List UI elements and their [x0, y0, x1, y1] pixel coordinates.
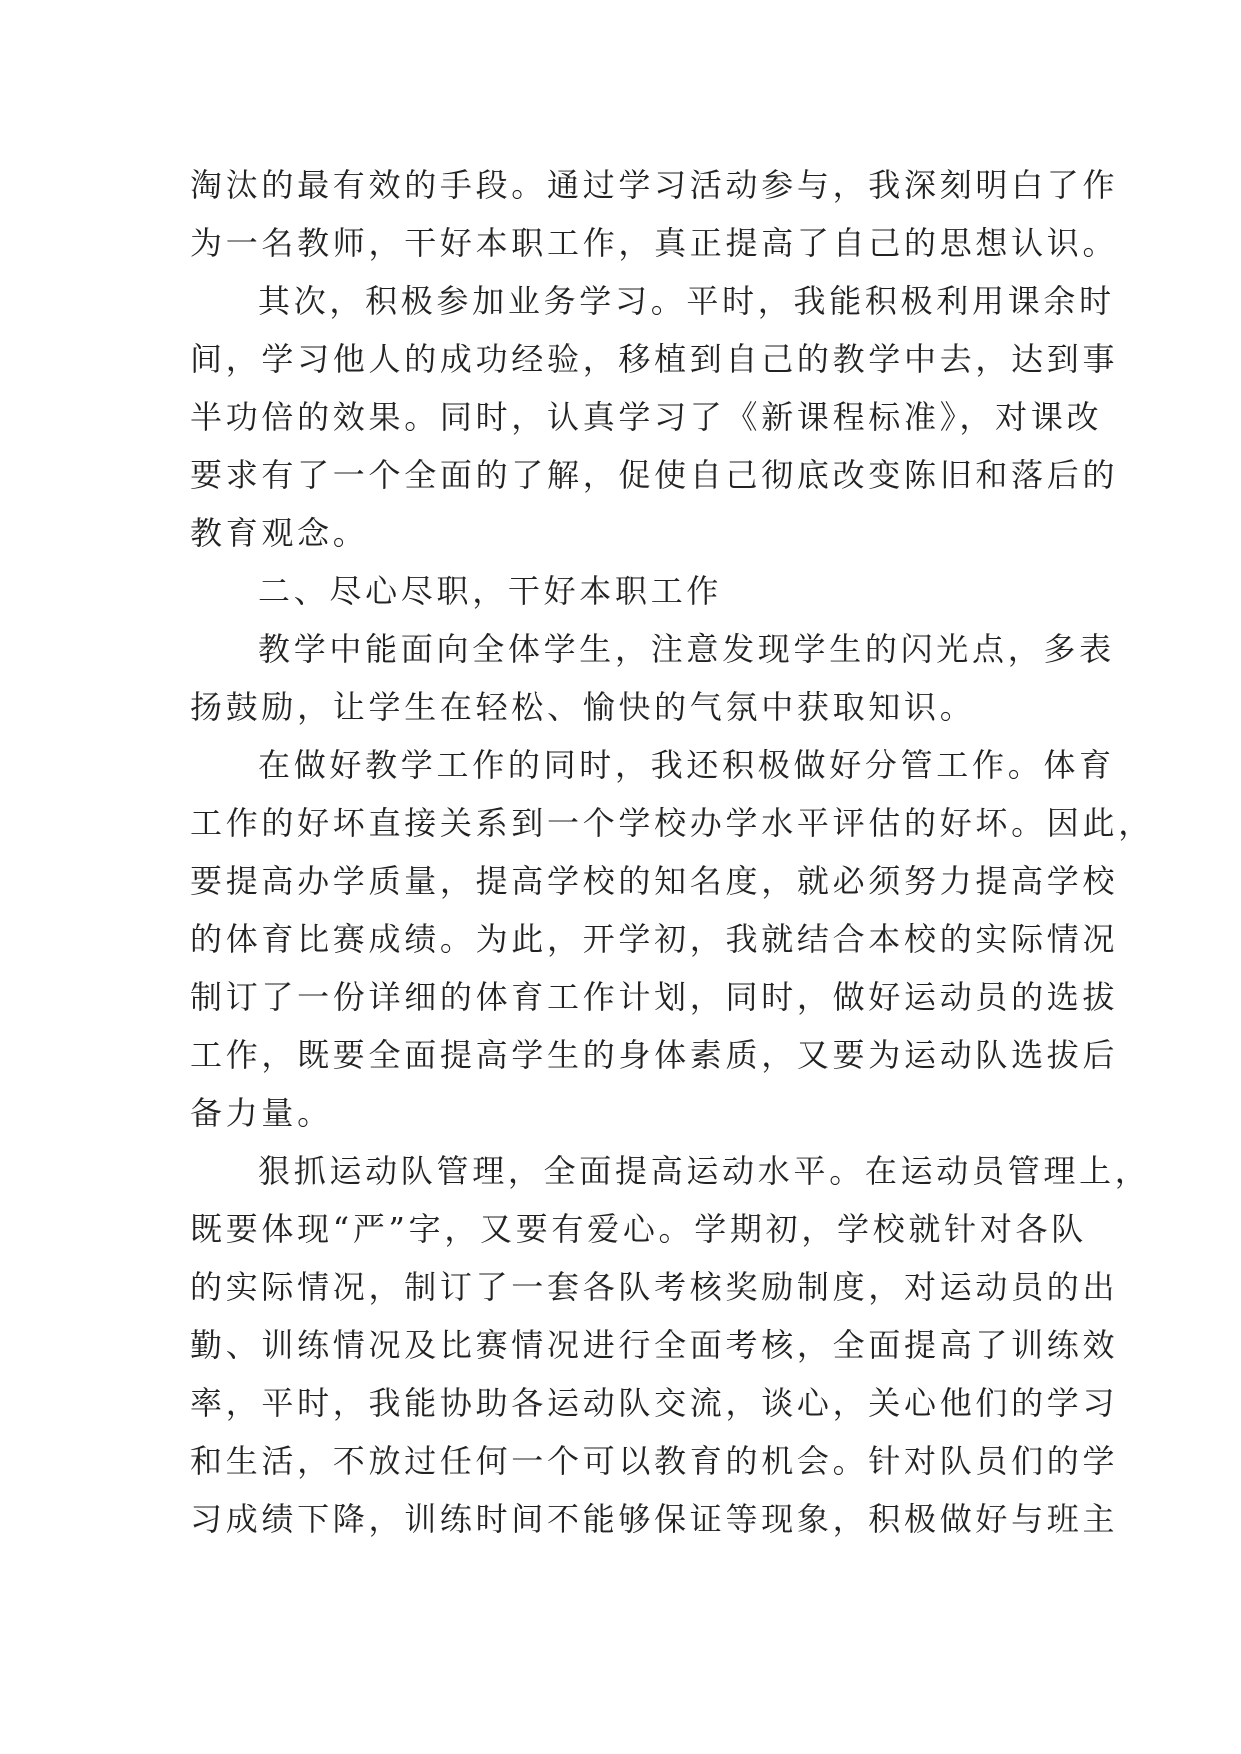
paragraph-first-line: 在做好教学工作的同时，我还积极做好分管工作。体育: [258, 746, 1115, 784]
text-line: 的体育比赛成绩。为此，开学初，我就结合本校的实际情况: [190, 920, 1119, 958]
text-line: 制订了一份详细的体育工作计划，同时，做好运动员的选拔: [190, 978, 1119, 1016]
text-line: 淘汰的最有效的手段。通过学习活动参与，我深刻明白了作: [190, 166, 1119, 204]
text-line: 要提高办学质量，提高学校的知名度，就必须努力提高学校: [190, 862, 1119, 900]
text-line: 的实际情况，制订了一套各队考核奖励制度，对运动员的出: [190, 1268, 1119, 1306]
text-line: 半功倍的效果。同时，认真学习了《新课程标准》，对课改: [190, 398, 1103, 436]
text-line: 备力量。: [190, 1094, 333, 1132]
text-line: 扬鼓励，让学生在轻松、愉快的气氛中获取知识。: [190, 688, 976, 726]
paragraph-first-line: 狠抓运动队管理，全面提高运动水平。在运动员管理上，: [258, 1152, 1151, 1190]
paragraph-first-line: 教学中能面向全体学生，注意发现学生的闪光点，多表: [258, 630, 1115, 668]
text-line: 要求有了一个全面的了解，促使自己彻底改变陈旧和落后的: [190, 456, 1119, 494]
text-line: 勤、训练情况及比赛情况进行全面考核，全面提高了训练效: [190, 1326, 1119, 1364]
section-heading: 二、尽心尽职，干好本职工作: [258, 572, 723, 610]
text-line: 间，学习他人的成功经验，移植到自己的教学中去，达到事: [190, 340, 1119, 378]
text-line: 习成绩下降，训练时间不能够保证等现象，积极做好与班主: [190, 1500, 1119, 1538]
text-line: 教育观念。: [190, 514, 369, 552]
paragraph-first-line: 其次，积极参加业务学习。平时，我能积极利用课余时: [258, 282, 1115, 320]
text-line: 工作，既要全面提高学生的身体素质，又要为运动队选拔后: [190, 1036, 1119, 1074]
text-line: 既要体现“严”字，又要有爱心。学期初，学校就针对各队: [190, 1210, 1087, 1248]
text-line: 工作的好坏直接关系到一个学校办学水平评估的好坏。因此，: [190, 804, 1154, 842]
text-line: 为一名教师，干好本职工作，真正提高了自己的思想认识。: [190, 224, 1119, 262]
text-line: 和生活，不放过任何一个可以教育的机会。针对队员们的学: [190, 1442, 1119, 1480]
text-line: 率，平时，我能协助各运动队交流，谈心，关心他们的学习: [190, 1384, 1119, 1422]
